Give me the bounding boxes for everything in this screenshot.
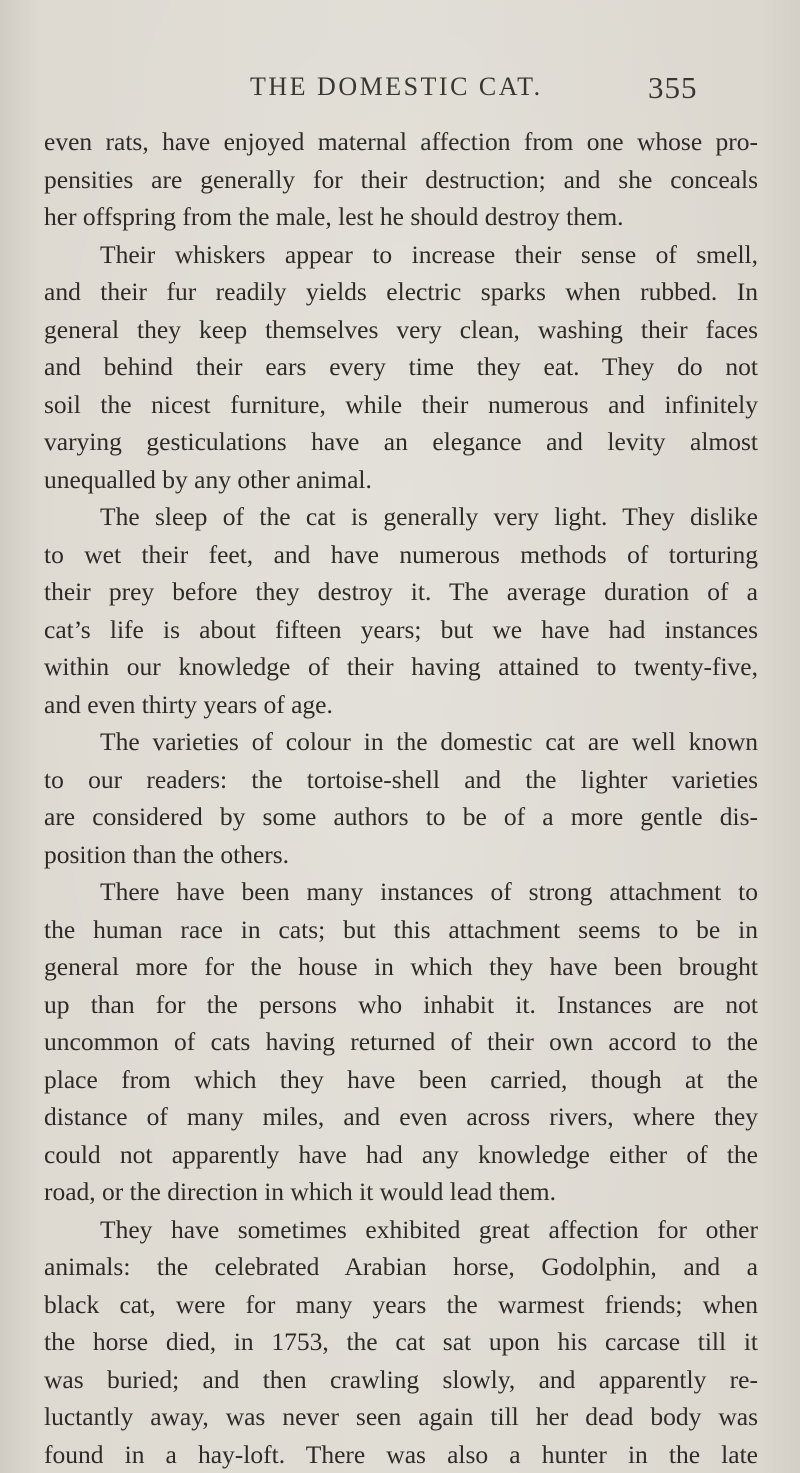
text-line: place from which they have been carried, though at the [44,1064,758,1094]
body-text [44,123,758,1473]
paragraph [44,723,758,873]
text-line: found in a hay-loft. There was also a hunter in the late [44,1439,758,1469]
running-head: THE DOMESTIC CAT. [250,72,543,101]
text-line: luctantly away, was never seen again till her dead body was [44,1402,758,1431]
text-line: uncommon of cats having returned of their own accord to the [44,1027,758,1056]
page-number: 355 [648,70,698,105]
text-line: could not apparently have had any knowledge either of the [44,1139,758,1169]
text-line: The sleep of the cat is generally very light. They dislike [100,502,758,531]
text-line: animals: the celebrated Arabian horse, Godolphin, and a [44,1252,758,1281]
text-line: The varieties of colour in the domestic cat are well known [100,727,758,756]
text-line: Their whiskers appear to increase their sense of smell, [100,239,758,269]
text-line: general they keep themselves very clean, washing their faces [44,314,758,344]
text-line: varying gesticulations have an elegance and levity almost [44,427,758,456]
text-line: distance of many miles, and even across rivers, where they [44,1102,758,1131]
text-line: her offspring from the male, lest he should destroy them. [44,202,624,231]
text-line: the human race in cats; but this attachment seems to be in [44,914,758,944]
text-line: to our readers: the tortoise-shell and the lighter varieties [44,764,758,794]
text-line: general more for the house in which they have been brought [44,952,758,981]
text-line: unequalled by any other animal. [44,464,372,494]
text-line: and even thirty years of age. [44,689,333,719]
text-line: There have been many instances of strong attachment to [100,877,758,906]
text-line: to wet their feet, and have numerous methods of torturing [44,539,758,569]
text-line: position than the others. [44,839,290,869]
paragraph [44,1211,758,1473]
paragraph [44,236,758,499]
text-line: even rats, have enjoyed maternal affection from one whose pro- [44,127,758,156]
text-line: black cat, were for many years the warmest friends; when [44,1289,758,1319]
text-line: up than for the persons who inhabit it. Instances are not [44,989,758,1019]
paragraph [44,498,758,723]
text-line: was buried; and then crawling slowly, and apparently re- [44,1364,758,1394]
text-line: pensities are generally for their destruction; and she conceals [44,164,758,194]
paragraph [44,123,758,236]
text-line: cat’s life is about fifteen years; but we have had instances [44,614,758,644]
text-line: road, or the direction in which it would lead them. [44,1177,556,1206]
text-line: within our knowledge of their having attained to twenty-five, [44,652,758,681]
text-line: the horse died, in 1753, the cat sat upon his carcase till it [44,1327,758,1356]
paragraph [44,873,758,1211]
text-line: are considered by some authors to be of a more gentle dis- [44,802,758,831]
text-line: They have sometimes exhibited great affection for other [100,1214,758,1244]
text-line: and their fur readily yields electric sparks when rubbed. In [44,277,758,306]
text-line: and behind their ears every time they eat. They do not [44,352,758,381]
text-line: their prey before they destroy it. The average duration of a [44,577,758,606]
page-header [0,68,800,108]
text-line: soil the nicest furniture, while their numerous and infinitely [44,389,758,419]
